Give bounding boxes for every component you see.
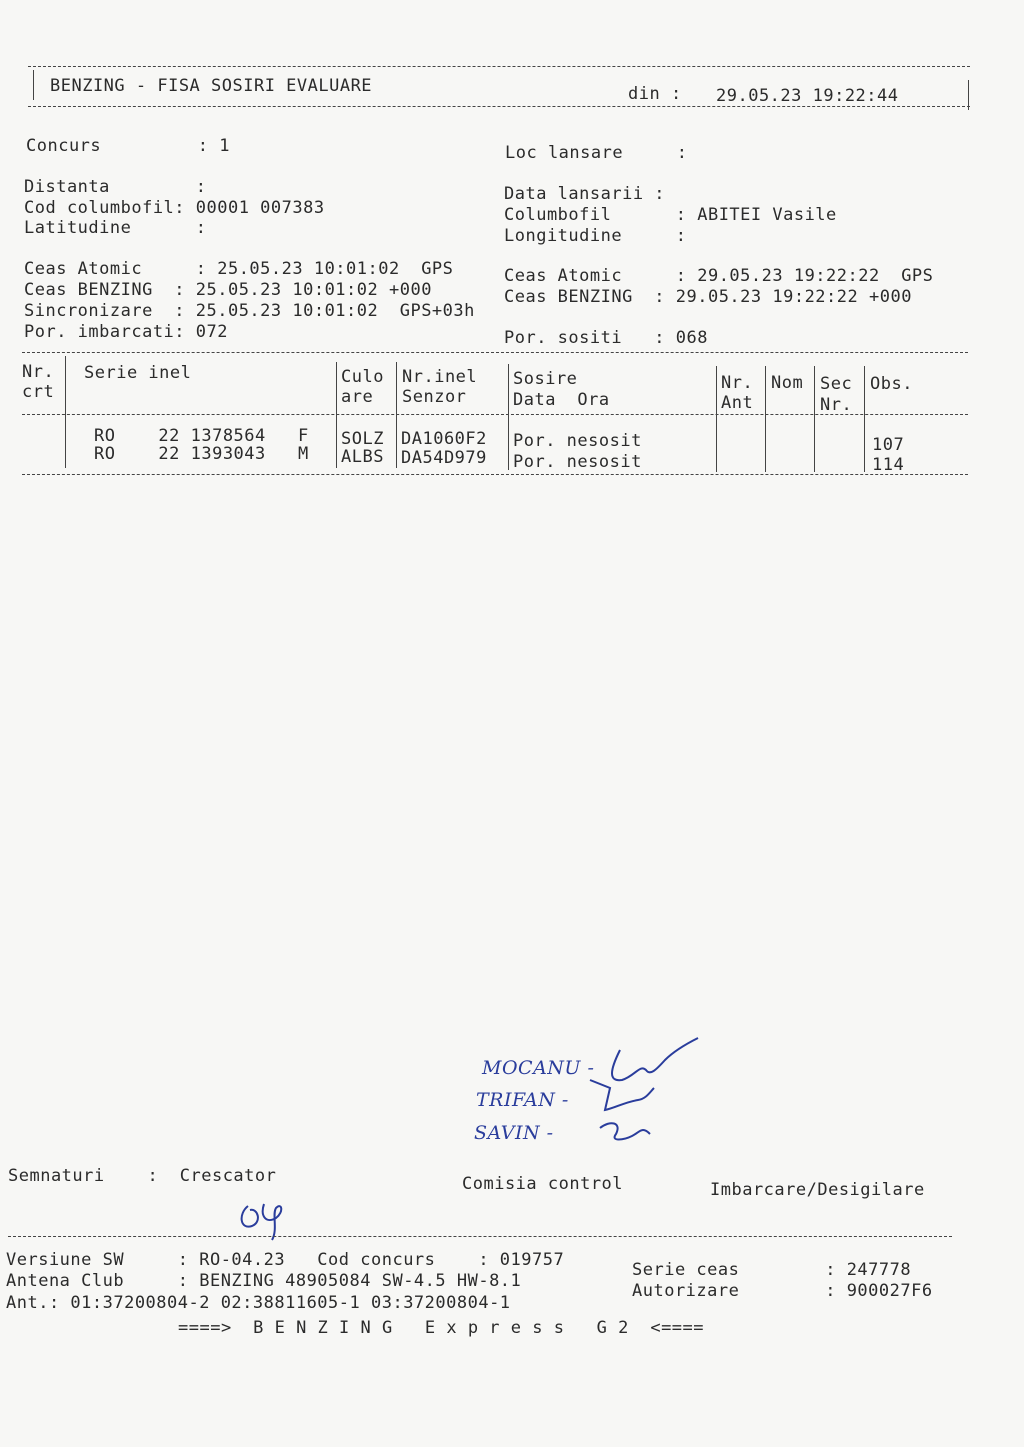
header-serie: Serie inel xyxy=(84,363,192,383)
table-row-1-senzor: DA1060F2 xyxy=(401,429,487,449)
brand-line: ====> B E N Z I N G E x p r e s s G 2 <==== xyxy=(178,1318,705,1338)
table-row-2-serie: RO 22 1393043 M xyxy=(94,444,309,464)
col-divider-8 xyxy=(864,366,865,472)
imbarcare-label: Imbarcare/Desigilare xyxy=(710,1180,925,1200)
distanta-field: Distanta : xyxy=(24,177,207,197)
table-row-2-culoare: ALBS xyxy=(341,447,384,467)
comisia-control-label: Comisia control xyxy=(462,1174,624,1194)
header-obs: Obs. xyxy=(870,374,913,394)
date-label: din : xyxy=(628,84,682,104)
col-divider-5 xyxy=(716,366,717,472)
clock-left-1: Ceas Atomic : 25.05.23 10:01:02 GPS xyxy=(24,259,454,279)
header-nr-inel-1: Nr.inel xyxy=(402,367,478,387)
header-nr-ant-1: Nr. xyxy=(721,373,754,393)
handwritten-name-3: SAVIN - xyxy=(474,1122,554,1144)
longitudine-field: Longitudine : xyxy=(504,226,687,246)
page-title: BENZING - FISA SOSIRI EVALUARE xyxy=(50,76,373,96)
footer-line-2: Antena Club : BENZING 48905084 SW-4.5 HW-8.1 xyxy=(6,1271,522,1291)
header-culoare-2: are xyxy=(341,387,374,407)
clock-right-2: Ceas BENZING : 29.05.23 19:22:22 +000 xyxy=(504,287,912,307)
col-divider-7 xyxy=(814,366,815,472)
clock-right-1: Ceas Atomic : 29.05.23 19:22:22 GPS xyxy=(504,266,934,286)
clock-left-4: Por. imbarcati: 072 xyxy=(24,322,228,342)
header-nom: Nom xyxy=(771,373,804,393)
table-top-rule xyxy=(22,352,968,353)
signatures-label: Semnaturi : Crescator xyxy=(8,1166,277,1186)
header-nr-1: Nr. xyxy=(22,362,55,382)
col-divider-4 xyxy=(508,364,509,470)
footer-line-1: Versiune SW : RO-04.23 Cod concurs : 019757 xyxy=(6,1250,565,1270)
table-bottom-rule xyxy=(22,474,968,475)
header-nr-inel-2: Senzor xyxy=(402,387,467,407)
clock-left-3: Sincronizare : 25.05.23 10:01:02 GPS+03h xyxy=(24,301,475,321)
table-row-1-culoare: SOLZ xyxy=(341,429,384,449)
latitudine-field: Latitudine : xyxy=(24,218,207,238)
table-row-2-senzor: DA54D979 xyxy=(401,448,487,468)
table-row-1-obs: 107 xyxy=(872,435,905,455)
col-divider-1 xyxy=(65,356,66,468)
table-row-1-serie: RO 22 1378564 F xyxy=(94,426,309,446)
col-divider-6 xyxy=(765,366,766,472)
concurs-field: Concurs : 1 xyxy=(26,136,230,156)
columbofil-field: Columbofil : ABITEI Vasile xyxy=(504,205,837,225)
table-row-2-obs: 114 xyxy=(872,455,905,475)
col-divider-3 xyxy=(396,362,397,468)
header-left-border xyxy=(33,70,34,100)
table-row-1-sosire: Por. nesosit xyxy=(513,431,642,451)
serie-ceas-field: Serie ceas : 247778 xyxy=(632,1260,912,1280)
header-bottom-rule xyxy=(28,106,970,107)
header-nr-2: crt xyxy=(22,382,55,402)
header-nr-ant-2: Ant xyxy=(721,393,754,413)
footer-top-rule xyxy=(8,1236,952,1237)
header-sec-2: Nr. xyxy=(820,395,853,415)
loc-lansare-field: Loc lansare : xyxy=(505,143,688,163)
clock-left-2: Ceas BENZING : 25.05.23 10:01:02 +000 xyxy=(24,280,432,300)
data-lansarii-field: Data lansarii : xyxy=(504,184,666,204)
col-divider-2 xyxy=(336,362,337,468)
cod-columbofil-field: Cod columbofil: 00001 007383 xyxy=(24,198,325,218)
handwritten-name-1: MOCANU - xyxy=(482,1057,595,1079)
date-value: 29.05.23 19:22:44 xyxy=(716,86,899,106)
handwritten-name-2: TRIFAN - xyxy=(476,1089,569,1111)
footer-line-3: Ant.: 01:37200804-2 02:38811605-1 03:37200804-1 xyxy=(6,1293,511,1313)
table-row-2-sosire: Por. nesosit xyxy=(513,452,642,472)
header-top-rule xyxy=(28,66,970,67)
header-culoare-1: Culo xyxy=(341,367,384,387)
header-sec-1: Sec xyxy=(820,374,853,394)
por-sositi-field: Por. sositi : 068 xyxy=(504,328,708,348)
signature-scribbles xyxy=(580,1030,710,1155)
header-sosire-1: Sosire xyxy=(513,369,578,389)
header-sosire-2: Data Ora xyxy=(513,390,610,410)
autorizare-field: Autorizare : 900027F6 xyxy=(632,1281,933,1301)
table-header-rule xyxy=(22,414,968,415)
